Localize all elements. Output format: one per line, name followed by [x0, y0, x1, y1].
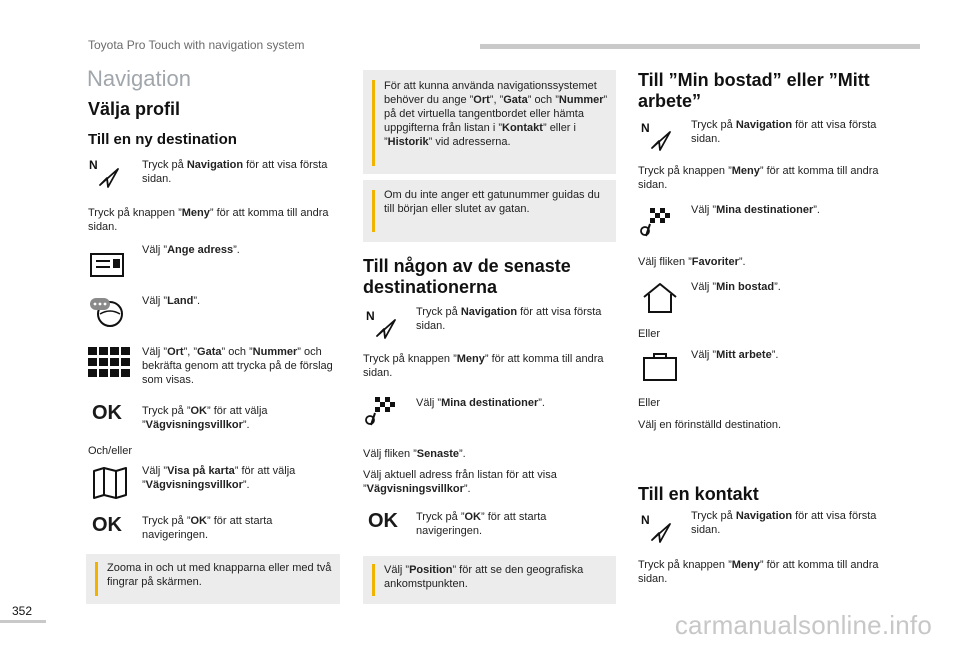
section-title: Navigation: [87, 66, 191, 91]
step-mitt-arbete: Välj ”Mitt arbete”.: [691, 349, 779, 361]
svg-text:N: N: [641, 121, 650, 135]
step-land: Välj ”Land”.: [142, 295, 201, 307]
note-accent-bar: [372, 564, 375, 596]
step-navigation: Tryck på Navigation för att visa första sidan.: [142, 159, 328, 185]
ok-icon: OK: [368, 510, 398, 532]
heading-till-en-kontakt: Till en kontakt: [638, 484, 759, 504]
navigation-arrow-icon: [363, 306, 403, 342]
heading-valja-profil: Välja profil: [88, 99, 181, 119]
page-number: 352: [12, 604, 33, 618]
para-meny: Tryck på knappen ”Meny” för att komma till andra sidan.: [638, 559, 879, 585]
home-icon: [640, 280, 680, 316]
step-ok-vagvisning: Tryck på ”OK” för att välja ”Vägvisningsvillkor”.: [142, 405, 268, 431]
och-eller-label: Och/eller: [88, 445, 133, 457]
para-forinstalld: Välj en förinställd destination.: [638, 419, 782, 431]
step-ange-adress: Välj ”Ange adress”.: [142, 244, 240, 256]
para-meny: Tryck på knappen ”Meny” för att komma till andra sidan.: [638, 165, 879, 191]
heading-min-bostad: Till ”Min bostad” eller ”Mitt arbete”: [638, 70, 870, 111]
step-navigation: Tryck på Navigation för att visa första sidan.: [691, 510, 877, 536]
note-address-info: [363, 70, 616, 174]
svg-text:N: N: [366, 309, 375, 323]
note-accent-bar: [372, 190, 375, 232]
step-navigation: Tryck på Navigation för att visa första sidan.: [416, 306, 602, 332]
destination-flag-icon: [638, 204, 678, 240]
work-briefcase-icon: [640, 349, 680, 385]
map-icon: [90, 465, 130, 501]
eller-label: Eller: [638, 328, 661, 340]
navigation-arrow-icon: [86, 155, 126, 191]
keyboard-grid-icon: [88, 347, 130, 377]
header-divider: [480, 44, 920, 49]
svg-text:N: N: [89, 158, 98, 172]
note-street-number: [363, 180, 616, 242]
ok-icon: OK: [92, 402, 122, 424]
note-street-number-text: Om du inte anger ett gatunummer guidas du till början eller slutet av gatan.: [384, 189, 600, 215]
step-visa-pa-karta: Välj ”Visa på karta” för att välja ”Vägvisningsvillkor”.: [142, 465, 296, 491]
heading-senaste-destinationerna: Till någon av de senaste destinationerna: [363, 256, 571, 297]
eller-label: Eller: [638, 397, 661, 409]
step-ort-gata-nummer: Välj ”Ort”, ”Gata” och ”Nummer” och bekräfta genom att trycka på de förslag som visas.: [142, 346, 333, 386]
navigation-arrow-icon: [638, 118, 678, 154]
step-navigation: Tryck på Navigation för att visa första sidan.: [691, 119, 877, 145]
para-flik-senaste: Välj fliken ”Senaste”.: [363, 448, 466, 460]
step-ok-start: Tryck på ”OK” för att starta navigeringen.: [142, 515, 273, 541]
header-title: Toyota Pro Touch with navigation system: [88, 38, 305, 52]
note-position-text: Välj ”Position” för att se den geografiska ankomstpunkten.: [384, 564, 584, 590]
land-globe-icon: [88, 294, 128, 330]
step-min-bostad: Välj ”Min bostad”.: [691, 281, 781, 293]
note-position: [363, 556, 616, 604]
step-ok-start: Tryck på ”OK” för att starta navigeringen.: [416, 511, 547, 537]
ok-icon: OK: [92, 514, 122, 536]
navigation-arrow-icon: [638, 510, 678, 546]
watermark: carmanualsonline.info: [674, 610, 932, 640]
address-card-icon: [88, 248, 128, 284]
heading-ny-destination: Till en ny destination: [88, 131, 237, 148]
para-meny: Tryck på knappen ”Meny” för att komma till andra sidan.: [363, 353, 604, 379]
note-zoom: [86, 554, 340, 604]
note-accent-bar: [372, 80, 375, 166]
note-accent-bar: [95, 562, 98, 596]
destination-flag-icon: [363, 393, 403, 429]
step-mina-destinationer: Välj ”Mina destinationer”.: [416, 397, 545, 409]
para-meny: Tryck på knappen ”Meny” för att komma till andra sidan.: [88, 207, 329, 233]
para-valj-adress: Välj aktuell adress från listan för att visa ”Vägvisningsvillkor”.: [363, 469, 557, 495]
step-mina-destinationer: Välj ”Mina destinationer”.: [691, 204, 820, 216]
page-number-bar: [0, 620, 46, 623]
para-flik-favoriter: Välj fliken ”Favoriter”.: [638, 256, 746, 268]
note-address-info-text: För att kunna använda navigationssystemet behöver du ange ”Ort”, ”Gata” och ”Nummer” på det virtuella tangentbordet eller hämta uppgifterna från listan i ”Kontakt” eller i ”Historik” vid adresserna.: [384, 80, 608, 148]
note-zoom-text: Zooma in och ut med knapparna eller med två fingrar på skärmen.: [107, 562, 332, 588]
svg-text:N: N: [641, 513, 650, 527]
